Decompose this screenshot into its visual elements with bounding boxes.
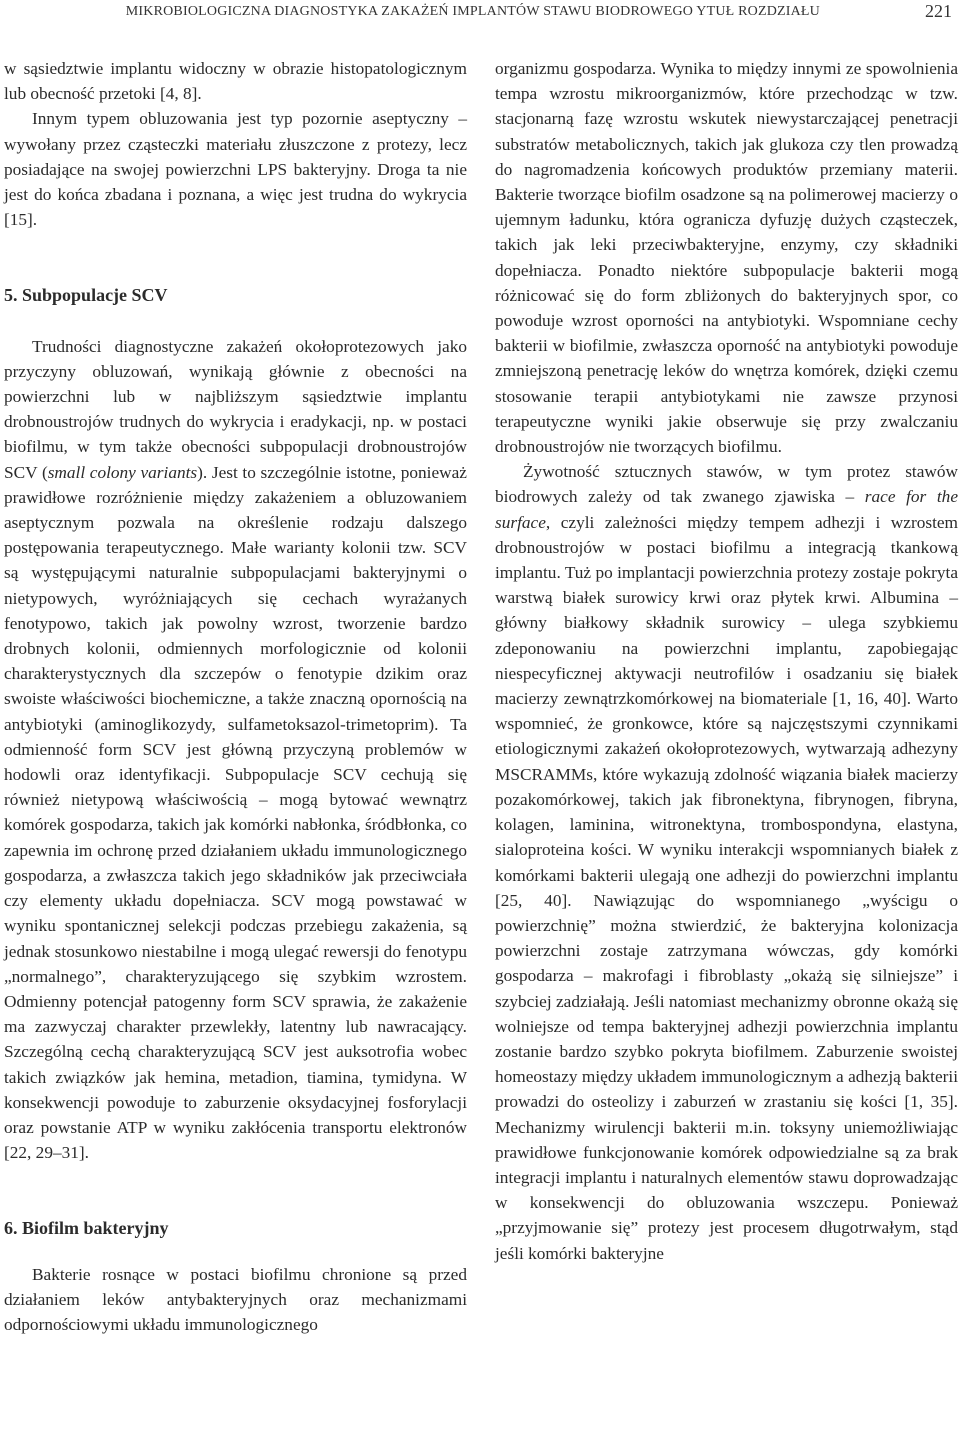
- paragraph-continued: w sąsiedztwie implantu widoczny w obrazie histopatologicznym lub obecność przetoki [4, 8].: [4, 59, 467, 104]
- paragraph-biofilm: Bakterie rosnące w postaci biofilmu chronione są przed działaniem leków antybakteryjnych oraz mechanizmami odpornościowymi układu immunologicznego: [4, 1264, 467, 1334]
- paragraph-scv-italic: small colony variants: [47, 462, 198, 482]
- running-header: [0, 0, 960, 24]
- paragraph-biofilm-continued: organizmu gospodarza. Wynika to między innymi ze spowolnienia tempa wzrostu mikroorganizmów, które przechodząc w tzw. stacjonarną fazę wzrostu wskutek niewystarczającej penetracji substratów metabolicznych, takich jak glukoza czy tlen prowadzą do nagromadzenia końcowych produktów przemiany materii. Bakterie tworzące biofilm osadzone są na polimerowej macierzy o ujemnym ładunku, która ogranicza dyfuzję dużych cząsteczek, takich jak leki przeciwbakteryjne, enzymy, czy składniki dopełniacza. Ponadto niektóre subpopulacje bakterii mogą różnicować się do form zbliżonych do bakteryjnych spor, co powoduje wzrost oporności na antybiotyki. Wspomniane cechy bakterii w biofilmie, zwłaszcza oporność na antybiotyki powoduje zmniejszoną penetrację leków do wnętrza komórek, dzięki czemu stosowanie terapii antybiotykami nie zawsze przynosi terapeutyczne wyniki jakie obserwuje się przy zwalczaniu drobnoustrojów nie tworzących biofilmu.: [495, 59, 958, 457]
- paragraph-scv-part2: ). Jest to szczególnie istotne, ponieważ prawidłowe rozróżnienie między zakażeniem a obluzowaniem aseptycznym pozwala na określenie rodzaju dalszego postępowania terapeutycznego. Małe warianty kolonii tzw. SCV są występującymi naturalnie subpopulacjami bakteryjnymi o nietypowych, wyróżniających się cechach wyrażanych fenotypowo, takich jak powolny wzrost, tworzenie bardzo drobnych kolonii, odmiennych morfologicznie od kolonii charakterystycznych dla szczepów o fenotypie dzikim oraz swoiste właściwości biochemiczne, a także znaczną opornością na antybiotyki (aminoglikozydy, sulfametoksazol-trimetoprim). Ta odmienność form SCV jest główną przyczyną problemów w hodowli oraz identyfikacji. Subpopulacje SCV cechują się również nietypową właściwością – mogą bytować wewnątrz komórek gospodarza, takich jak komórki nabłonka, śródbłonka, co zapewnia im ochronę przed działaniem układu immunologicznego gospodarza, a zwłaszcza takich jego składników jak przeciwciała czy elementy układu dopełniacza. SCV mogą powstawać w wyniku spontanicznej selekcji podczas przebiegu zakażenia, są jednak stosunkowo niestabilne i mogą ulegać rewersji do fenotypu „normalnego”, charakteryzującego się szybkim wzrostem. Odmienny potencjał patogenny form SCV sprawia, że zakażenie ma zazwyczaj charakter przewlekły, latentny lub nawracający. Szczególną cechą charakteryzującą SCV jest auksotrofia wobec takich związków jak hemina, metadion, tiamina, tymidyna. W konsekwencji powoduje to zaburzenie oksydacyjnej fosforylacji oraz powstanie ATP w wyniku zakłócenia transportu elektronów [22, 29–31].: [4, 462, 467, 1163]
- paragraph-scv: [4, 334, 467, 1166]
- paragraph-race-italic: race for the surface: [495, 487, 958, 532]
- paragraph-scv-part1: Trudności diagnostyczne zakażeń okołoprotezowych jako przyczyny obluzowań, wynikają głównie z obecności na powierzchni lub w najbliższym sąsiedztwie implantu drobnoustrojów trudnych do wykrycia i eradykacji, np. w postaci biofilmu, w tym także obecności subpopulacji drobnoustrojów SCV (: [4, 336, 467, 482]
- paragraph-race-part1: Żywotność sztucznych stawów, w tym protez stawów biodrowych zależy od tak zwanego zjawiska –: [495, 462, 958, 507]
- paragraph-race-part2: , czyli zależności między tempem adhezji i wzrostem drobnoustrojów w postaci biofilmu a integracją tkankową implantu. Tuż po implantacji powierzchnia protezy zostaje pokryta warstwą białek surowicy krwi oraz płytek krwi. Albumina – główny białkowy składnik surowicy – ulega szybkiemu zdeponowaniu na powierzchni implantu, zapobiegając niespecyficznej aktywacji neutrofilów i osadzaniu się białek macierzy zewnątrzkomórkowej na biomateriale [1, 16, 40]. Warto wspomnieć, że gronkowce, które są najczęstszymi czynnikami etiologicznymi zakażeń okołoprotezowych, wytwarzają adhezyny MSCRAMMs, które wykazują zdolność wiązania białek macierzy pozakomórkowej, takich jak fibronektyna, fibrynogen, fibryna, kolagen, laminina, witronektyna, trombospondyna, elastyna, sialoproteina kości. W wyniku interakcji wspomnianych białek z komórkami bakterii ulegają one adhezji do powierzchni implantu [25, 40]. Nawiązując do wspomnianego „wyścigu o powierzchnię” można stwierdzić, że bakteryjna kolonizacja powierzchni zostaje zatrzymana wówczas, gdy komórki gospodarza – makrofagi i fibroblasty „okażą się silniejsze” i szybciej zadziałają. Jeśli natomiast mechanizmy obronne okażą się wolniejsze od tempa bakteryjnej adhezji powierzchnia implantu zostanie bardzo szybko pokryta biofilmem. Zaburzenie swoistej homeostazy między układem immunologicznym a adhezją bakterii prowadzi do osteolizy i zaburzeń w zrastaniu się kości [1, 35]. Mechanizmy wirulencji bakterii m.in. toksyny uniemożliwiając prawidłowe funkcjonowanie komórek odpowiedzialne są za brak integracji implantu i naturalnych elementów stawu doprowadzając w konsekwencji do obluzowania wszczepu. Ponieważ „przyjmowanie się” protezy jest procesem długotrwałym, stąd jeśli komórki bakteryjne: [495, 512, 958, 1263]
- section-heading-scv: 5. Subpopulacje SCV: [4, 285, 168, 306]
- paragraph-aseptic-loosening: Innym typem obluzowania jest typ pozornie aseptyczny – wywołany przez cząsteczki materiału złuszczone z protezy, lecz posiadające na swojej powierzchni LPS bakteryjny. Droga ta nie jest do końca zbadana i poznana, a więc jest trudna do wykrycia [15].: [4, 109, 467, 230]
- page-number: 221: [925, 1, 952, 21]
- section-heading-biofilm: 6. Biofilm bakteryjny: [4, 1218, 169, 1239]
- left-column: [4, 56, 467, 1337]
- right-column: [495, 56, 958, 1266]
- paragraph-race-for-surface: [495, 459, 958, 1266]
- running-title: MIKROBIOLOGICZNA DIAGNOSTYKA ZAKAŻEŃ IMPLANTÓW STAWU BIODROWEGO YTUŁ ROZDZIAŁU: [125, 4, 820, 19]
